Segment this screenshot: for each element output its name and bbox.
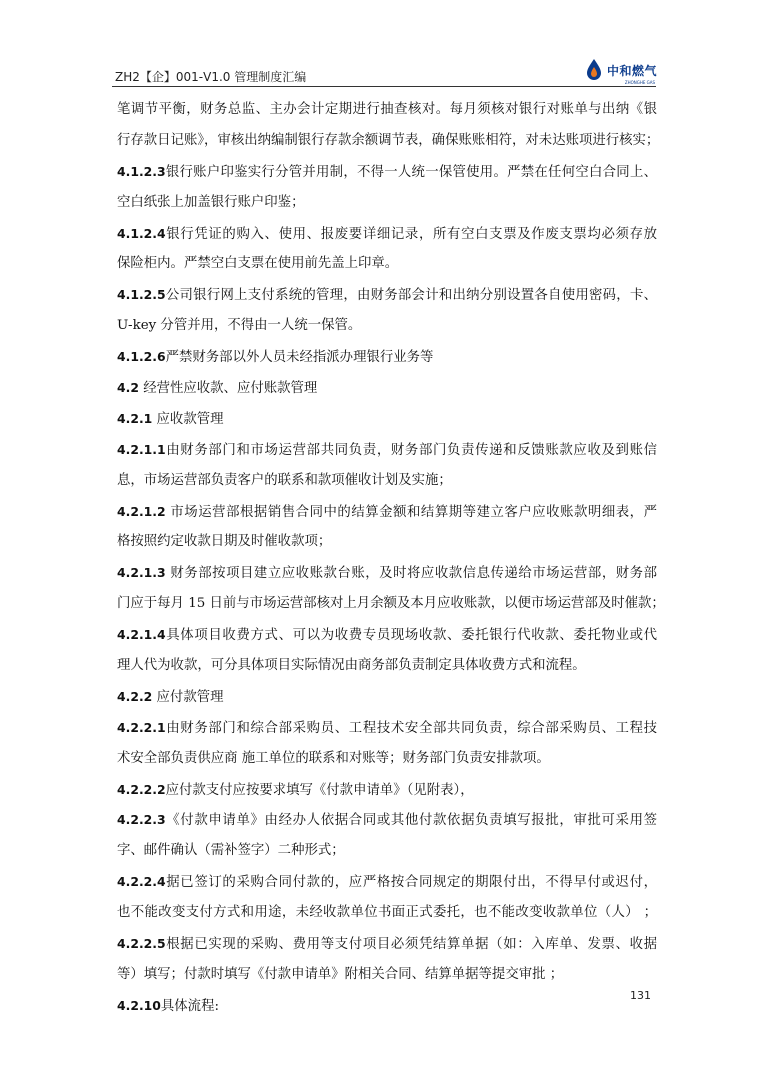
text-line bbox=[117, 157, 657, 188]
text-line bbox=[117, 558, 657, 589]
text-line bbox=[117, 929, 657, 960]
line-text: 严禁财务部以外人员未经指派办理银行业务等 bbox=[165, 350, 434, 366]
line-text: 由财务部门和市场运营部共同负责，财务部门负责传递和反馈账款应收及到账信 bbox=[165, 442, 657, 458]
logo-text: 中和燃气 bbox=[606, 63, 657, 78]
text-line bbox=[117, 311, 657, 342]
text-line bbox=[117, 466, 657, 497]
section-number: 4.2.1.3 bbox=[117, 565, 166, 581]
text-line bbox=[117, 836, 657, 867]
line-text: 应付款管理 bbox=[152, 689, 224, 705]
line-text: 息，市场运营部负责客户的联系和款项催收计划及实施； bbox=[117, 472, 452, 488]
logo-subtext: ZHONGHE GAS bbox=[624, 80, 655, 85]
line-text: 财务部按项目建立应收账款台账，及时将应收款信息传递给市场运营部，财务部 bbox=[165, 566, 657, 582]
section-number: 4.2.2.5 bbox=[117, 936, 166, 952]
text-line bbox=[117, 280, 657, 311]
line-text: 由财务部门和综合部采购员、工程技术安全部共同负责，综合部采购员、工程技 bbox=[165, 720, 657, 736]
text-line bbox=[117, 898, 657, 929]
section-number: 4.2.1.1 bbox=[117, 441, 166, 457]
line-text: 字、邮件确认（需补签字）二种形式； bbox=[117, 843, 345, 859]
page-number: 131 bbox=[630, 989, 651, 1002]
line-text: 银行凭证的购入、使用、报废要详细记录，所有空白支票及作废支票均必须存放 bbox=[165, 226, 657, 242]
text-line bbox=[117, 373, 657, 404]
line-text: 据已签订的采购合同付款的，应严格按合同规定的期限付出，不得早付或迟付， bbox=[165, 875, 657, 891]
text-line bbox=[117, 497, 657, 528]
text-line bbox=[117, 713, 657, 744]
text-line bbox=[117, 620, 657, 651]
line-text: 具体流程: bbox=[160, 998, 219, 1014]
line-text: 理人代为收款，可分具体项目实际情况由商务部负责制定具体收费方式和流程。 bbox=[117, 658, 586, 674]
text-line bbox=[117, 682, 657, 713]
text-line bbox=[117, 744, 657, 775]
text-line bbox=[117, 219, 657, 250]
text-line bbox=[117, 404, 657, 435]
section-number: 4.1.2.6 bbox=[117, 349, 166, 365]
section-number: 4.2.2 bbox=[117, 688, 153, 704]
section-number: 4.1.2.4 bbox=[117, 225, 166, 241]
document-body bbox=[117, 95, 665, 1022]
text-line bbox=[117, 527, 657, 558]
text-line bbox=[117, 867, 657, 898]
section-number: 4.2.1.4 bbox=[117, 627, 166, 643]
line-text: 格按照约定收款日期及时催收款项； bbox=[117, 534, 332, 550]
line-text: 门应于每月 15 日前与市场运营部核对上月余额及本月应收账款，以便市场运营部及时催款； bbox=[117, 596, 665, 612]
section-number: 4.2.1.2 bbox=[117, 503, 166, 519]
line-text: 应付款支付应按要求填写《付款申请单》（见附表）， bbox=[165, 782, 474, 798]
text-line bbox=[117, 249, 657, 280]
text-line bbox=[117, 126, 660, 157]
line-text: 公司银行网上支付系统的管理，由财务部会计和出纳分别设置各自使用密码，卡、 bbox=[165, 288, 657, 304]
text-line bbox=[117, 651, 657, 682]
line-text: 行存款日记账》，审核出纳编制银行存款余额调节表，确保账账相符，对未达账项进行核实； bbox=[117, 132, 660, 148]
text-line bbox=[117, 991, 657, 1022]
flame-drop-icon bbox=[584, 58, 604, 82]
section-number: 4.2.1 bbox=[117, 410, 153, 426]
line-text: 银行账户印鉴实行分管并用制，不得一人统一保管使用。严禁在任何空白合同上、 bbox=[165, 164, 657, 180]
text-line bbox=[117, 435, 657, 466]
text-line bbox=[117, 188, 657, 219]
header-divider bbox=[112, 86, 656, 87]
line-text: 术安全部负责供应商 施工单位的联系和对账等；财务部门负责安排款项。 bbox=[117, 750, 550, 766]
line-text: 空白纸张上加盖银行账户印鉴； bbox=[117, 194, 305, 210]
line-text: 保险柜内。严禁空白支票在使用前先盖上印章。 bbox=[117, 256, 399, 272]
section-number: 4.2.2.3 bbox=[117, 812, 166, 828]
line-text: 经营性应收款、应付账款管理 bbox=[138, 381, 318, 397]
line-text: 笔调节平衡，财务总监、主办会计定期进行抽查核对。每月须核对银行对账单与出纳《银 bbox=[117, 102, 657, 117]
text-line bbox=[117, 589, 665, 620]
header-title: ZH2【企】001-V1.0 管理制度汇编 bbox=[115, 70, 307, 84]
line-text: 等）填写；付款时填写《付款申请单》附相关合同、结算单据等提交审批 ； bbox=[117, 966, 564, 982]
line-text: 市场运营部根据销售合同中的结算金额和结算期等建立客户应收账款明细表，严 bbox=[165, 504, 657, 520]
page-header bbox=[115, 56, 655, 86]
section-number: 4.1.2.5 bbox=[117, 287, 166, 303]
section-number: 4.2.2.4 bbox=[117, 874, 166, 890]
text-line bbox=[117, 342, 657, 373]
section-number: 4.2 bbox=[117, 380, 139, 396]
section-number: 4.2.2.1 bbox=[117, 719, 166, 735]
line-text: 《付款申请单》由经办人依据合同或其他付款依据负责填写报批，审批可采用签 bbox=[165, 813, 657, 829]
section-number: 4.2.2.2 bbox=[117, 781, 166, 797]
section-number: 4.1.2.3 bbox=[117, 163, 166, 179]
line-text: 具体项目收费方式、可以为收费专员现场收款、委托银行代收款、委托物业或代 bbox=[165, 628, 657, 644]
text-line bbox=[117, 775, 657, 806]
line-text: 应收款管理 bbox=[152, 411, 224, 427]
section-number: 4.2.10 bbox=[117, 997, 161, 1013]
text-line bbox=[117, 805, 657, 836]
text-line bbox=[117, 960, 657, 991]
line-text: 也不能改变支付方式和用途，未经收款单位书面正式委托，也不能改变收款单位（人） ； bbox=[117, 905, 657, 921]
line-text: U-key 分管并用，不得由一人统一保管。 bbox=[117, 318, 362, 334]
text-line bbox=[117, 95, 657, 126]
line-text: 根据已实现的采购、费用等支付项目必须凭结算单据（如：入库单、发票、收据 bbox=[165, 937, 657, 953]
